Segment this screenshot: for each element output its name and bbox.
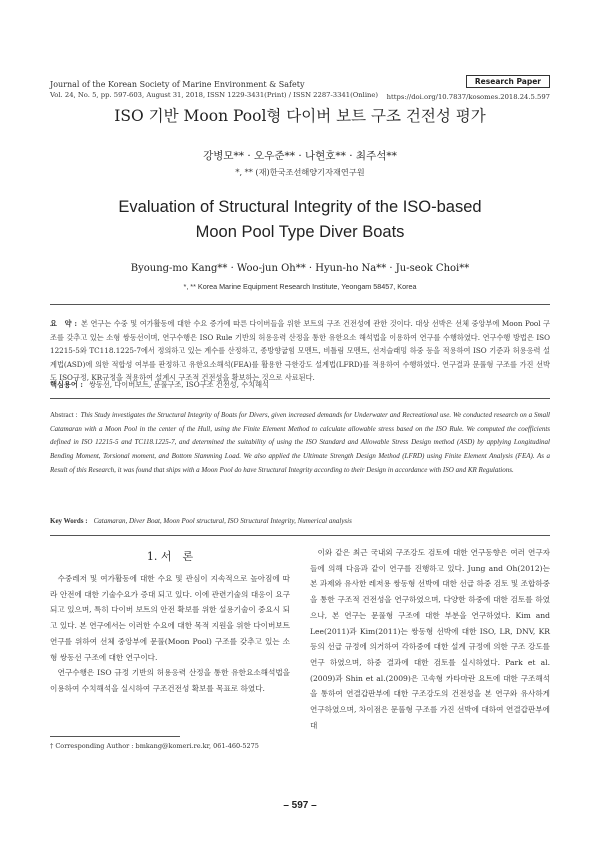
body-column-right	[310, 545, 550, 733]
doi-link[interactable]: https://doi.org/10.7837/kosomes.2018.24.5.597	[386, 93, 550, 101]
intro-paragraph-2: 연구수행은 ISO 규정 기반의 허용응력 산정을 통한 유한요소해석법을 이용하여 수치해석을 실시하여 구조건전성 확보를 목표로 하였다.	[50, 668, 290, 693]
title-english	[0, 195, 600, 245]
title-korean: ISO 기반 Moon Pool형 다이버 보트 구조 건전성 평가	[114, 107, 486, 125]
keywords-korean-label: 핵심용어 :	[50, 380, 83, 389]
corresponding-author-footnote: † Corresponding Author : bmkang@komeri.re.kr, 061-460-5275	[50, 742, 259, 750]
intro-paragraph-1: 수중레저 및 여가활동에 대한 수요 및 관심이 지속적으로 높아짐에 따라 안전에 대한 기술수요가 증대 되고 있다. 이에 관련기술의 대응이 요구되고 있으며, 특히 다이버 보트의 안전 확보를 위한 설용기술이 중요시 되고 있다. 본 연구에서는 이러한 수요에 대한 목적 지원을 위한 다이버보트 연구를 위하여 선체 중앙부에 문풀(Moon Pool) 구조를 갖추고 있는 소형 쌍동선 구조에 대한 연구이다.	[50, 574, 290, 662]
affiliation-korean: *, ** (재)한국조선해양기자재연구원	[235, 167, 365, 177]
authors-english: Byoung-mo Kang** · Woo-jun Oh** · Hyun-ho Na** · Ju-seok Choi**	[130, 263, 470, 274]
title-english-line2: Moon Pool Type Diver Boats	[195, 223, 405, 241]
abstract-korean-text: 본 연구는 수중 및 여가활동에 대한 수요 증가에 따른 다이버들을 위한 보트의 구조 건전성에 관한 것이다. 대상 선박은 선체 중앙부에 Moon Pool 구조를 갖추고 있는 소형 쌍동선이며, 연구수행은 ISO Rule 기반의 허용응력 산정을 통한 유한요소 해석법을 이용하여 연구를 수행하였다. 연구수행 방법은 ISO 12215-5와 TC118.1225-7에서 정의하고 있는 계수를 산정하고, 종방향굽힘 모멘트, 비틀림 모멘트, 선저슬래밍 하중 등을 적용하여 ISO 기준과 허용응력 설계법(ASD)에 의한 적합성 여부를 판정하고 유한요소해석(FEA)를 활용한 극한강도 설계법(LFRD)를 적용하여 수행하였다. 연구결과 문풀형 구조를 가진 선박도 ISO규정, KR규정을 적용하여 설계시 구조적 건전성을 확보하는 것으로 사료된다.	[50, 319, 550, 382]
abstract-english	[50, 409, 550, 478]
page-number: – 597 –	[283, 800, 317, 811]
divider-middle	[50, 398, 550, 399]
abstract-english-label: Abstract :	[50, 411, 78, 419]
divider-bottom	[50, 535, 550, 536]
journal-name: Journal of the Korean Society of Marine Environment & Safety	[50, 80, 305, 89]
right-paragraph-1: 이와 같은 최근 국내외 구조강도 검토에 대한 연구동향은 여러 연구자들에 의해 다음과 같이 연구를 진행하고 있다. Jung and Oh(2012)는 본 과제와 유사한 레저용 쌍동형 선박에 대한 선급 하중 검토 및 조합하중을 통한 구조적 건전성을 연구하였으며, 다양한 하중에 대한 검토를 하였으나, 본 연구는 문풀형 구조에 대한 부분을 연구하였다. Kim and Lee(2011)과 Kim(2011)는 쌍동형 선박에 대한 ISO, LR, DNV, KR 등의 선급 규정에 의거하여 각하중에 대한 설계 규정에 의한 구조 강도를 연구 하였으며, 하중 결과에 대한 검토를 실시하였다. Park et al.(2009)과 Shin et al.(2009)은 고속형 카타마란 요트에 대한 구조해석을 통하여 연결갑판부에 대한 구조강도의 건전성을 본 연구와 유사하게 연구하였으며, 차이점은 문풀형 구조를 가진 선박에 대하여 연결갑판부에 대	[310, 548, 550, 730]
section-title-introduction: 1. 서 론	[146, 550, 194, 563]
research-paper-badge: Research Paper	[466, 75, 550, 88]
keywords-english	[50, 517, 550, 525]
keywords-english-label: Key Words :	[50, 517, 88, 525]
abstract-korean	[50, 317, 550, 385]
footnote-rule	[50, 736, 180, 737]
body-column-left	[50, 571, 290, 697]
journal-header	[50, 79, 378, 101]
abstract-korean-label: 요 약 :	[50, 319, 77, 328]
volume-info: Vol. 24, No. 5, pp. 597-603, August 31, 2018, ISSN 1229-3431(Print) / ISSN 2287-3341(Online)	[50, 91, 379, 99]
title-english-line1: Evaluation of Structural Integrity of the ISO-based	[118, 198, 482, 216]
affiliation-english: *, ** Korea Marine Equipment Research Institute, Yeongam 58457, Korea	[183, 282, 417, 291]
abstract-english-text: This Study investigates the Structural Integrity of Boats for Divers, given increased demands for Underwater and Recreational use. We conducted research on a Small Catamaran with a Moon Pool in the center of the Hull, using the Finite Element Method to calculate allowable stress based on the ISO Rule. We computed the coefficients defined in ISO 12215-5 and TC118.1225-7, and determined the suitability of using the ISO Standard and Allowable Stress Design method (ASD) by applying Longitudinal Bending Moment, Torsional moment, and Bottom Slamming Load. We also applied the Ultimate Strength Design Method (LFRD) using Finite Element Analysis (FEA). As a Result of this Research, it was found that ships with a Moon Pool do have Structural Integrity according to their Design in accordance with ISO and KR Regulations.	[50, 411, 550, 474]
keywords-korean	[50, 380, 550, 390]
divider-top	[50, 304, 550, 305]
keywords-korean-text: 쌍동선, 다이버보트, 문풀구조, ISO구조 건전성, 수치해석	[88, 380, 269, 389]
authors-korean: 강병모** · 오우준** · 나현호** · 최주석**	[203, 150, 397, 162]
keywords-english-text: Catamaran, Diver Boat, Moon Pool structural, ISO Structural Integrity, Numerical analysis	[93, 517, 352, 525]
